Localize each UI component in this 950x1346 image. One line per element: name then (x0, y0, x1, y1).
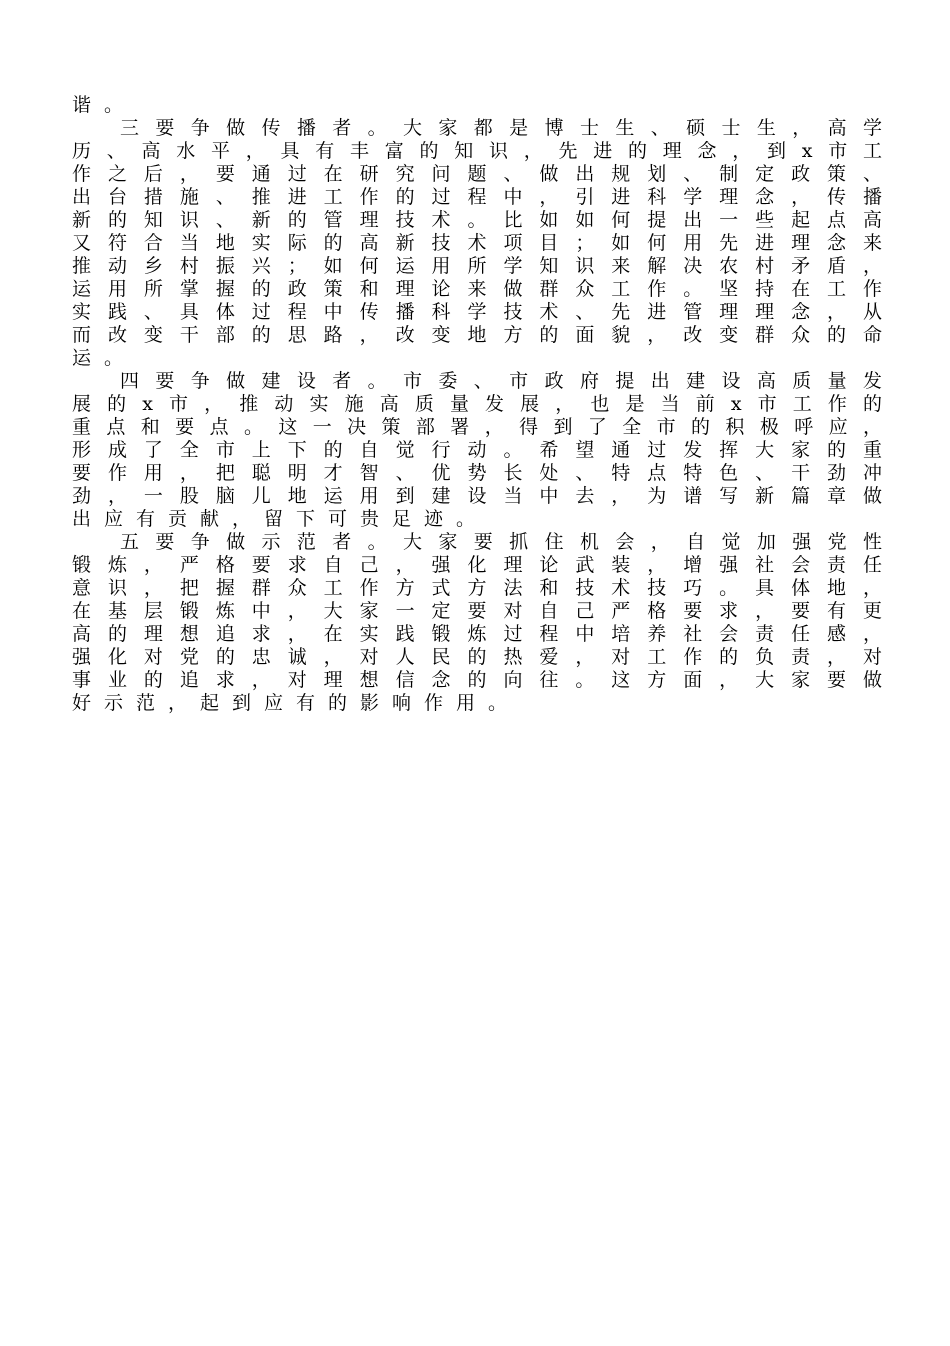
text-line: 强化对党的忠诚，对人民的热爱，对工作的负责，对 (72, 646, 882, 668)
text-line: 运。 (72, 347, 137, 369)
text-line: 作之后，要通过在研究问题、做出规划、制定政策、 (72, 163, 882, 185)
text-line: 好示范，起到应有的影响作用。 (72, 692, 521, 714)
text-line: 出台措施、推进工作的过程中，引进科学理念，传播 (72, 186, 882, 208)
paragraph-4-line-1: 四要争做建设者。市委、市政府提出建设高质量发 (120, 370, 882, 392)
text-line: 重点和要点。这一决策部署，得到了全市的积极呼应， (72, 416, 882, 438)
text-line: 历、高水平，具有丰富的知识，先进的理念，到x市工 (72, 140, 882, 162)
text-line: 意识，把握群众工作方式方法和技术技巧。具体地， (72, 577, 882, 599)
text-line: 推动乡村振兴；如何运用所学知识来解决农村矛盾， (72, 255, 882, 277)
text-line: 而改变干部的思路，改变地方的面貌，改变群众的命 (72, 324, 882, 346)
text-line: 锻炼，严格要求自己，强化理论武装，增强社会责任 (72, 554, 882, 576)
text-line: 要作用，把聪明才智、优势长处、特点特色、干劲冲 (72, 462, 882, 484)
text-line: 又符合当地实际的高新技术项目；如何用先进理念来 (72, 232, 882, 254)
text-line: 劲，一股脑儿地运用到建设当中去，为谱写新篇章做 (72, 485, 882, 507)
text-line: 事业的追求，对理想信念的向往。这方面，大家要做 (72, 669, 882, 691)
text-line: 高的理想追求，在实践锻炼过程中培养社会责任感， (72, 623, 882, 645)
text-line: 谐。 (72, 94, 137, 116)
text-line: 实践、具体过程中传播科学技术、先进管理理念，从 (72, 301, 882, 323)
paragraph-3-line-1: 三要争做传播者。大家都是博士生、硕士生，高学 (120, 117, 882, 139)
text-line: 展的x市，推动实施高质量发展，也是当前x市工作的 (72, 393, 882, 415)
text-line: 在基层锻炼中，大家一定要对自己严格要求，要有更 (72, 600, 882, 622)
text-line: 运用所掌握的政策和理论来做群众工作。坚持在工作 (72, 278, 882, 300)
text-line: 出应有贡献，留下可贵足迹。 (72, 508, 489, 530)
document-body (72, 94, 882, 715)
text-line: 形成了全市上下的自觉行动。希望通过发挥大家的重 (72, 439, 882, 461)
paragraph-5-line-1: 五要争做示范者。大家要抓住机会，自觉加强党性 (120, 531, 882, 553)
text-line: 新的知识、新的管理技术。比如如何提出一些起点高 (72, 209, 882, 231)
